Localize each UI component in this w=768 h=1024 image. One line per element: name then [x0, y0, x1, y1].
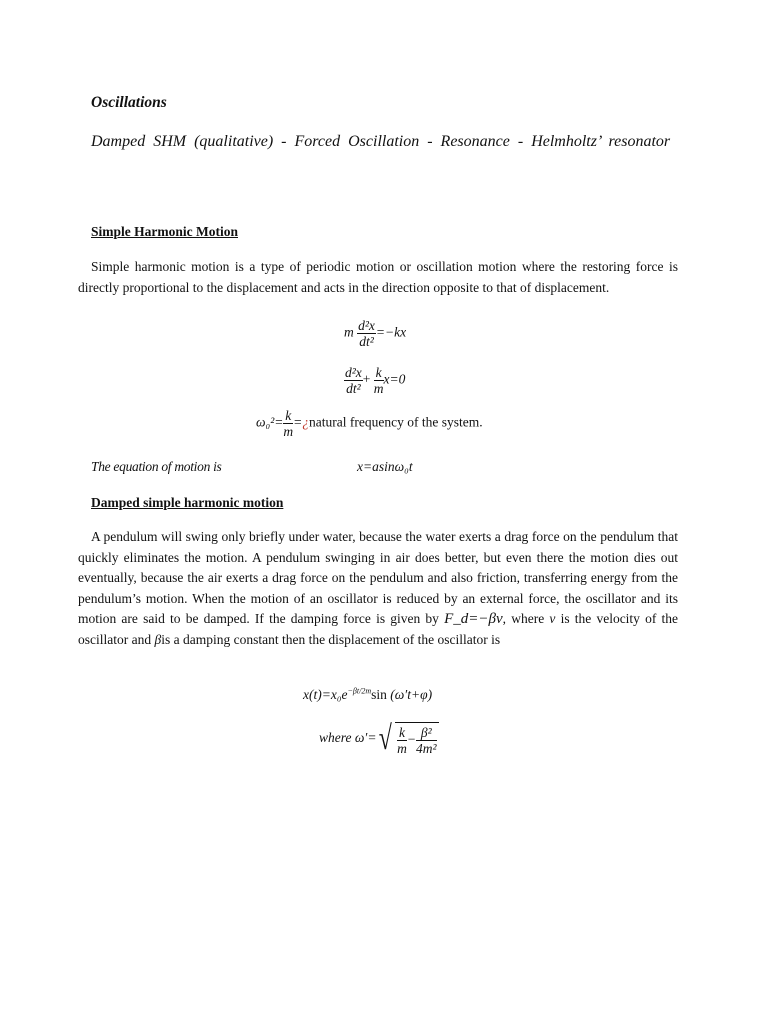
- where-k: k: [399, 725, 406, 740]
- disp-argument: (ω′t+φ): [390, 687, 433, 702]
- eq2-denominator: dt²: [346, 381, 361, 396]
- eq1-denominator: dt²: [359, 334, 374, 349]
- equation-natural-frequency: [256, 408, 483, 439]
- shm-paragraph-text: Simple harmonic motion is a type of periodic motion or oscillation motion where the restoring force is directly proportional to the displacement and acts in the direction opposite to that of displacement.: [78, 259, 678, 295]
- eq3-m: m: [283, 424, 294, 439]
- eq2-k: k: [375, 365, 382, 380]
- motion-label: The equation of motion is: [91, 459, 222, 474]
- where-4m-squared: 4m²: [416, 741, 437, 756]
- equation-damped-frequency: [319, 722, 439, 756]
- damped-paragraph-text-d: is a damping constant then the displacement of the oscillator is: [161, 631, 501, 647]
- where-fraction-b: [416, 725, 437, 756]
- section-heading-shm: Simple Harmonic Motion: [91, 224, 238, 239]
- motion-equation: x=asinω₀t: [357, 459, 413, 474]
- eq2-fraction-a: [344, 365, 363, 396]
- where-fraction-a: [397, 725, 407, 756]
- eq2-m: m: [373, 381, 384, 396]
- disp-sin: sin: [371, 687, 387, 702]
- damped-paragraph-text-c: is the velocity of the oscillator and: [78, 611, 679, 647]
- where-m: m: [397, 741, 407, 756]
- eq3-k: k: [285, 408, 292, 423]
- eq3-text: natural frequency of the system.: [309, 414, 483, 430]
- section-heading-damped: Damped simple harmonic motion: [91, 495, 284, 510]
- eq1-numerator: d²x: [358, 318, 375, 333]
- eq2-rhs: x=0: [383, 371, 406, 387]
- shm-paragraph: [78, 257, 678, 298]
- eq3-omega: ω₀²=: [256, 414, 284, 430]
- where-label: where ω′=: [319, 730, 377, 746]
- page-subtitle: Damped SHM (qualitative) - Forced Oscillation - Resonance - Helmholtz’ resonator: [91, 133, 671, 150]
- eq1-fraction: [357, 318, 376, 349]
- disp-exponent: −βt/2m: [347, 686, 372, 696]
- damping-force-equation: F_d=−βv: [444, 611, 503, 627]
- page-title: Oscillations: [91, 94, 167, 111]
- eq3-marker: ¿: [302, 414, 310, 430]
- where-beta-squared: β²: [416, 725, 437, 741]
- damped-paragraph-text-b: , where: [502, 611, 545, 626]
- equation-damped-displacement: [303, 687, 432, 703]
- equation-shm-standard: [344, 365, 405, 396]
- eq2-fraction-b: [374, 365, 384, 396]
- eq1-mass: m: [344, 324, 354, 340]
- velocity-symbol: v: [549, 611, 556, 626]
- disp-lhs: x(t)=x₀e: [303, 687, 348, 702]
- sqrt-body: [395, 722, 438, 756]
- sqrt-icon: √: [379, 720, 393, 757]
- eq1-rhs: =−kx: [375, 324, 407, 340]
- eq2-numerator: d²x: [345, 365, 362, 380]
- sqrt-expression: [376, 722, 438, 756]
- eq3-fraction: [283, 408, 293, 439]
- where-minus: −: [406, 731, 417, 747]
- damped-paragraph: [78, 527, 678, 650]
- eq3-equals: =: [293, 414, 303, 430]
- eq2-plus: +: [362, 371, 371, 387]
- damped-paragraph-text-a: A pendulum will swing only briefly under water, because the water exerts a drag force on the pendulum that quickly eliminates the motion. A pendulum swinging in air does better, but even there the motion dies out eventually, because the air exerts a drag force on the pendulum and also friction, transferring energy from the pendulum’s motion. When the motion of an oscillator is reduced by an external force, the oscillator and its motion are said to be damped. If the damping force is given by: [78, 529, 678, 626]
- equation-shm-force: [344, 318, 406, 349]
- beta-symbol: β: [154, 631, 162, 647]
